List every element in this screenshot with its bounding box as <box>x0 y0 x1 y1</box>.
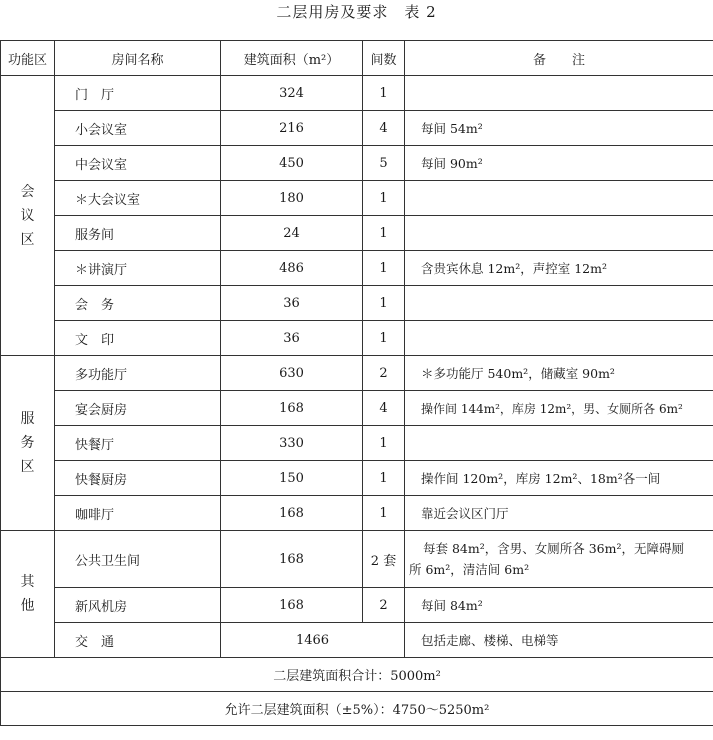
room-area: 1466 <box>221 623 405 658</box>
room-note: 包括走廊、楼梯、电梯等 <box>405 623 713 658</box>
table-row <box>1 531 713 588</box>
room-requirements-table <box>0 40 713 726</box>
table-title: 二层用房及要求 表 2 <box>276 3 437 21</box>
room-area: 180 <box>221 181 363 216</box>
room-note: 每间 90m² <box>405 146 713 181</box>
room-note: 含贵宾休息 12m²，声控室 12m² <box>405 251 713 286</box>
header-row <box>1 41 713 76</box>
room-count: 1 <box>363 496 405 531</box>
table-row <box>1 356 713 391</box>
table-row <box>1 216 713 251</box>
table-row <box>1 321 713 356</box>
zone-service: 服 务 区 <box>1 356 55 531</box>
room-count: 2 <box>363 588 405 623</box>
room-area: 168 <box>221 588 363 623</box>
header-note: 备 注 <box>405 41 713 76</box>
room-name: 快餐厨房 <box>55 461 221 496</box>
allowed-area: 允许二层建筑面积（±5%）：4750～5250m² <box>1 692 713 726</box>
room-note <box>405 216 713 251</box>
room-count: 2 <box>363 356 405 391</box>
room-count: 1 <box>363 251 405 286</box>
room-count: 4 <box>363 391 405 426</box>
room-name: 门 厅 <box>55 76 221 111</box>
room-count: 1 <box>363 321 405 356</box>
zone-other: 其 他 <box>1 531 55 658</box>
table-row <box>1 426 713 461</box>
table-row <box>1 76 713 111</box>
room-name: 快餐厅 <box>55 426 221 461</box>
room-area: 450 <box>221 146 363 181</box>
total-row <box>1 658 713 692</box>
table-row <box>1 391 713 426</box>
table-row <box>1 251 713 286</box>
allowed-row <box>1 692 713 726</box>
room-note: 每套 84m²，含男、女厕所各 36m²，无障碍厕 所 6m²，清洁间 6m² <box>405 531 713 588</box>
room-count: 2 套 <box>363 531 405 588</box>
room-note: 靠近会议区门厅 <box>405 496 713 531</box>
header-count: 间数 <box>363 41 405 76</box>
room-count: 4 <box>363 111 405 146</box>
room-name: 多功能厅 <box>55 356 221 391</box>
room-name: 咖啡厅 <box>55 496 221 531</box>
table-row <box>1 461 713 496</box>
room-name: 中会议室 <box>55 146 221 181</box>
room-area: 36 <box>221 321 363 356</box>
table-row <box>1 146 713 181</box>
room-count: 1 <box>363 216 405 251</box>
room-note: 每间 54m² <box>405 111 713 146</box>
room-note <box>405 286 713 321</box>
total-area: 二层建筑面积合计：5000m² <box>1 658 713 692</box>
room-area: 330 <box>221 426 363 461</box>
header-room-name: 房间名称 <box>55 41 221 76</box>
header-zone: 功能区 <box>1 41 55 76</box>
room-count: 5 <box>363 146 405 181</box>
room-name: ＊讲演厅 <box>55 251 221 286</box>
room-name: 文 印 <box>55 321 221 356</box>
room-area: 24 <box>221 216 363 251</box>
header-area: 建筑面积（m²） <box>221 41 363 76</box>
table-row <box>1 286 713 321</box>
room-note <box>405 76 713 111</box>
room-name: 新风机房 <box>55 588 221 623</box>
table-row <box>1 496 713 531</box>
room-area: 486 <box>221 251 363 286</box>
room-note: 操作间 144m²，库房 12m²，男、女厕所各 6m² <box>405 391 713 426</box>
room-count: 1 <box>363 286 405 321</box>
room-area: 216 <box>221 111 363 146</box>
room-area: 150 <box>221 461 363 496</box>
room-name: 会 务 <box>55 286 221 321</box>
room-area: 168 <box>221 531 363 588</box>
table-row <box>1 111 713 146</box>
room-count: 1 <box>363 181 405 216</box>
table-row <box>1 181 713 216</box>
room-note <box>405 426 713 461</box>
room-area: 630 <box>221 356 363 391</box>
room-name: 小会议室 <box>55 111 221 146</box>
room-count: 1 <box>363 461 405 496</box>
room-area: 168 <box>221 391 363 426</box>
table-row <box>1 623 713 658</box>
room-note: 操作间 120m²，库房 12m²、18m²各一间 <box>405 461 713 496</box>
room-name: ＊大会议室 <box>55 181 221 216</box>
room-area: 324 <box>221 76 363 111</box>
room-note <box>405 181 713 216</box>
room-note: ＊多功能厅 540m²，储藏室 90m² <box>405 356 713 391</box>
room-count: 1 <box>363 76 405 111</box>
room-name: 交 通 <box>55 623 221 658</box>
zone-meeting: 会 议 区 <box>1 76 55 356</box>
room-count: 1 <box>363 426 405 461</box>
table-row <box>1 588 713 623</box>
room-note: 每间 84m² <box>405 588 713 623</box>
room-note <box>405 321 713 356</box>
room-area: 36 <box>221 286 363 321</box>
room-area: 168 <box>221 496 363 531</box>
room-name: 服务间 <box>55 216 221 251</box>
room-name: 宴会厨房 <box>55 391 221 426</box>
room-name: 公共卫生间 <box>55 531 221 588</box>
